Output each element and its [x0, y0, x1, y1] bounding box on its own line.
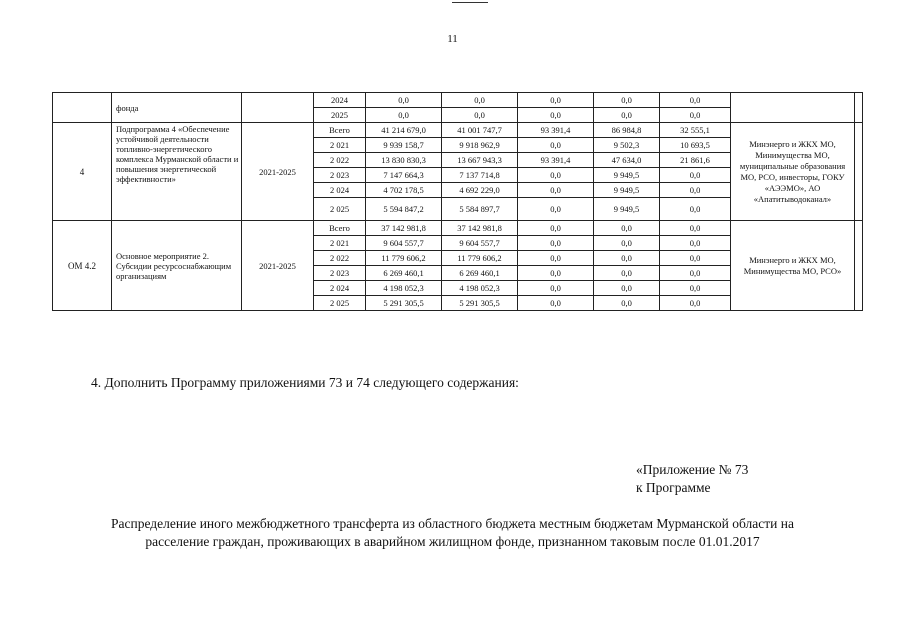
value-cell: 4 692 229,0 [442, 183, 518, 198]
value-cell: 0,0 [660, 296, 731, 311]
value-cell: 0,0 [518, 236, 594, 251]
value-cell: 9 604 557,7 [442, 236, 518, 251]
value-cell: 0,0 [518, 281, 594, 296]
value-cell: 9 949,5 [594, 168, 660, 183]
value-cell: 93 391,4 [518, 123, 594, 138]
value-cell: 11 779 606,2 [366, 251, 442, 266]
year-cell: 2 022 [314, 251, 366, 266]
value-cell: 47 634,0 [594, 153, 660, 168]
year-cell: 2 023 [314, 168, 366, 183]
amendment-paragraph: 4. Дополнить Программу приложениями 73 и 74 следующего содержания: [91, 375, 519, 390]
value-cell: 0,0 [594, 281, 660, 296]
value-cell: 93 391,4 [518, 153, 594, 168]
value-cell: 5 584 897,7 [442, 198, 518, 221]
year-cell: Всего [314, 221, 366, 236]
value-cell: 0,0 [518, 93, 594, 108]
responsible-cell [731, 93, 855, 123]
year-cell: 2 024 [314, 281, 366, 296]
value-cell: 6 269 460,1 [366, 266, 442, 281]
value-cell: 4 198 052,3 [442, 281, 518, 296]
value-cell: 6 269 460,1 [442, 266, 518, 281]
edge-cell [855, 221, 863, 311]
year-cell: 2025 [314, 108, 366, 123]
year-cell: 2 021 [314, 138, 366, 153]
value-cell: 0,0 [518, 138, 594, 153]
period-cell: 2021-2025 [242, 123, 314, 221]
value-cell: 86 984,8 [594, 123, 660, 138]
value-cell: 37 142 981,8 [442, 221, 518, 236]
row-name-cell: фонда [112, 93, 242, 123]
value-cell: 0,0 [366, 93, 442, 108]
table-row [53, 221, 863, 236]
year-cell: 2 023 [314, 266, 366, 281]
value-cell: 5 291 305,5 [366, 296, 442, 311]
year-cell: 2 024 [314, 183, 366, 198]
value-cell: 0,0 [518, 296, 594, 311]
row-name-cell: Основное мероприятие 2. Субсидии ресурсоснабжающим организациям [112, 221, 242, 311]
document-title-line: расселение граждан, проживающих в аварийном жилищном фонде, признанном таковым после 01.01.2017 [145, 534, 760, 549]
value-cell: 0,0 [594, 108, 660, 123]
value-cell: 0,0 [366, 108, 442, 123]
value-cell: 0,0 [660, 251, 731, 266]
value-cell: 0,0 [518, 198, 594, 221]
value-cell: 41 214 679,0 [366, 123, 442, 138]
value-cell: 0,0 [518, 108, 594, 123]
value-cell: 0,0 [660, 281, 731, 296]
value-cell: 0,0 [594, 251, 660, 266]
value-cell: 0,0 [660, 221, 731, 236]
document-title-line: Распределение иного межбюджетного трансферта из областного бюджета местным бюджетам Мурманской области на [111, 516, 794, 531]
year-cell: 2 022 [314, 153, 366, 168]
appendix-heading [636, 461, 748, 497]
row-name-cell: Подпрограмма 4 «Обеспечение устойчивой деятельности топливно-энергетического комплекса Мурманской области и повышения энергетической эффективности» [112, 123, 242, 221]
page-top-mark [452, 2, 488, 3]
table-row [53, 93, 863, 108]
value-cell: 0,0 [660, 183, 731, 198]
row-number-cell [53, 93, 112, 123]
period-cell: 2021-2025 [242, 221, 314, 311]
value-cell: 0,0 [660, 108, 731, 123]
value-cell: 10 693,5 [660, 138, 731, 153]
value-cell: 0,0 [594, 221, 660, 236]
value-cell: 0,0 [442, 93, 518, 108]
value-cell: 9 939 158,7 [366, 138, 442, 153]
edge-cell [855, 93, 863, 123]
responsible-cell: Минэнерго и ЖКХ МО, Минимущества МО, РСО» [731, 221, 855, 311]
value-cell: 4 702 178,5 [366, 183, 442, 198]
value-cell: 13 830 830,3 [366, 153, 442, 168]
value-cell: 32 555,1 [660, 123, 731, 138]
year-cell: Всего [314, 123, 366, 138]
value-cell: 0,0 [660, 93, 731, 108]
value-cell: 0,0 [594, 296, 660, 311]
document-title [40, 515, 865, 551]
value-cell: 0,0 [442, 108, 518, 123]
program-funding-table [52, 92, 863, 311]
year-cell: 2 025 [314, 198, 366, 221]
value-cell: 41 001 747,7 [442, 123, 518, 138]
page-number: 11 [447, 33, 458, 45]
value-cell: 0,0 [660, 266, 731, 281]
responsible-cell: Минэнерго и ЖКХ МО, Минимущества МО, муниципальные образования МО, РСО, инвесторы, ГОКУ «АЭЭМО», АО «Апатитыводоканал» [731, 123, 855, 221]
value-cell: 5 291 305,5 [442, 296, 518, 311]
edge-cell [855, 123, 863, 221]
value-cell: 0,0 [518, 251, 594, 266]
value-cell: 0,0 [594, 266, 660, 281]
year-cell: 2 025 [314, 296, 366, 311]
value-cell: 9 949,5 [594, 198, 660, 221]
value-cell: 0,0 [518, 168, 594, 183]
value-cell: 5 594 847,2 [366, 198, 442, 221]
value-cell: 0,0 [518, 183, 594, 198]
appendix-number: «Приложение № 73 [636, 462, 749, 477]
value-cell: 7 147 664,3 [366, 168, 442, 183]
value-cell: 0,0 [660, 198, 731, 221]
value-cell: 4 198 052,3 [366, 281, 442, 296]
value-cell: 9 949,5 [594, 183, 660, 198]
value-cell: 9 604 557,7 [366, 236, 442, 251]
row-number-cell: 4 [53, 123, 112, 221]
value-cell: 0,0 [660, 168, 731, 183]
value-cell: 0,0 [594, 236, 660, 251]
value-cell: 7 137 714,8 [442, 168, 518, 183]
table-row [53, 123, 863, 138]
value-cell: 0,0 [660, 236, 731, 251]
appendix-reference: к Программе [636, 480, 711, 495]
period-cell [242, 93, 314, 123]
value-cell: 21 861,6 [660, 153, 731, 168]
value-cell: 0,0 [518, 266, 594, 281]
value-cell: 37 142 981,8 [366, 221, 442, 236]
year-cell: 2 021 [314, 236, 366, 251]
row-number-cell: ОМ 4.2 [53, 221, 112, 311]
value-cell: 13 667 943,3 [442, 153, 518, 168]
value-cell: 9 918 962,9 [442, 138, 518, 153]
year-cell: 2024 [314, 93, 366, 108]
value-cell: 11 779 606,2 [442, 251, 518, 266]
value-cell: 0,0 [594, 93, 660, 108]
value-cell: 9 502,3 [594, 138, 660, 153]
value-cell: 0,0 [518, 221, 594, 236]
